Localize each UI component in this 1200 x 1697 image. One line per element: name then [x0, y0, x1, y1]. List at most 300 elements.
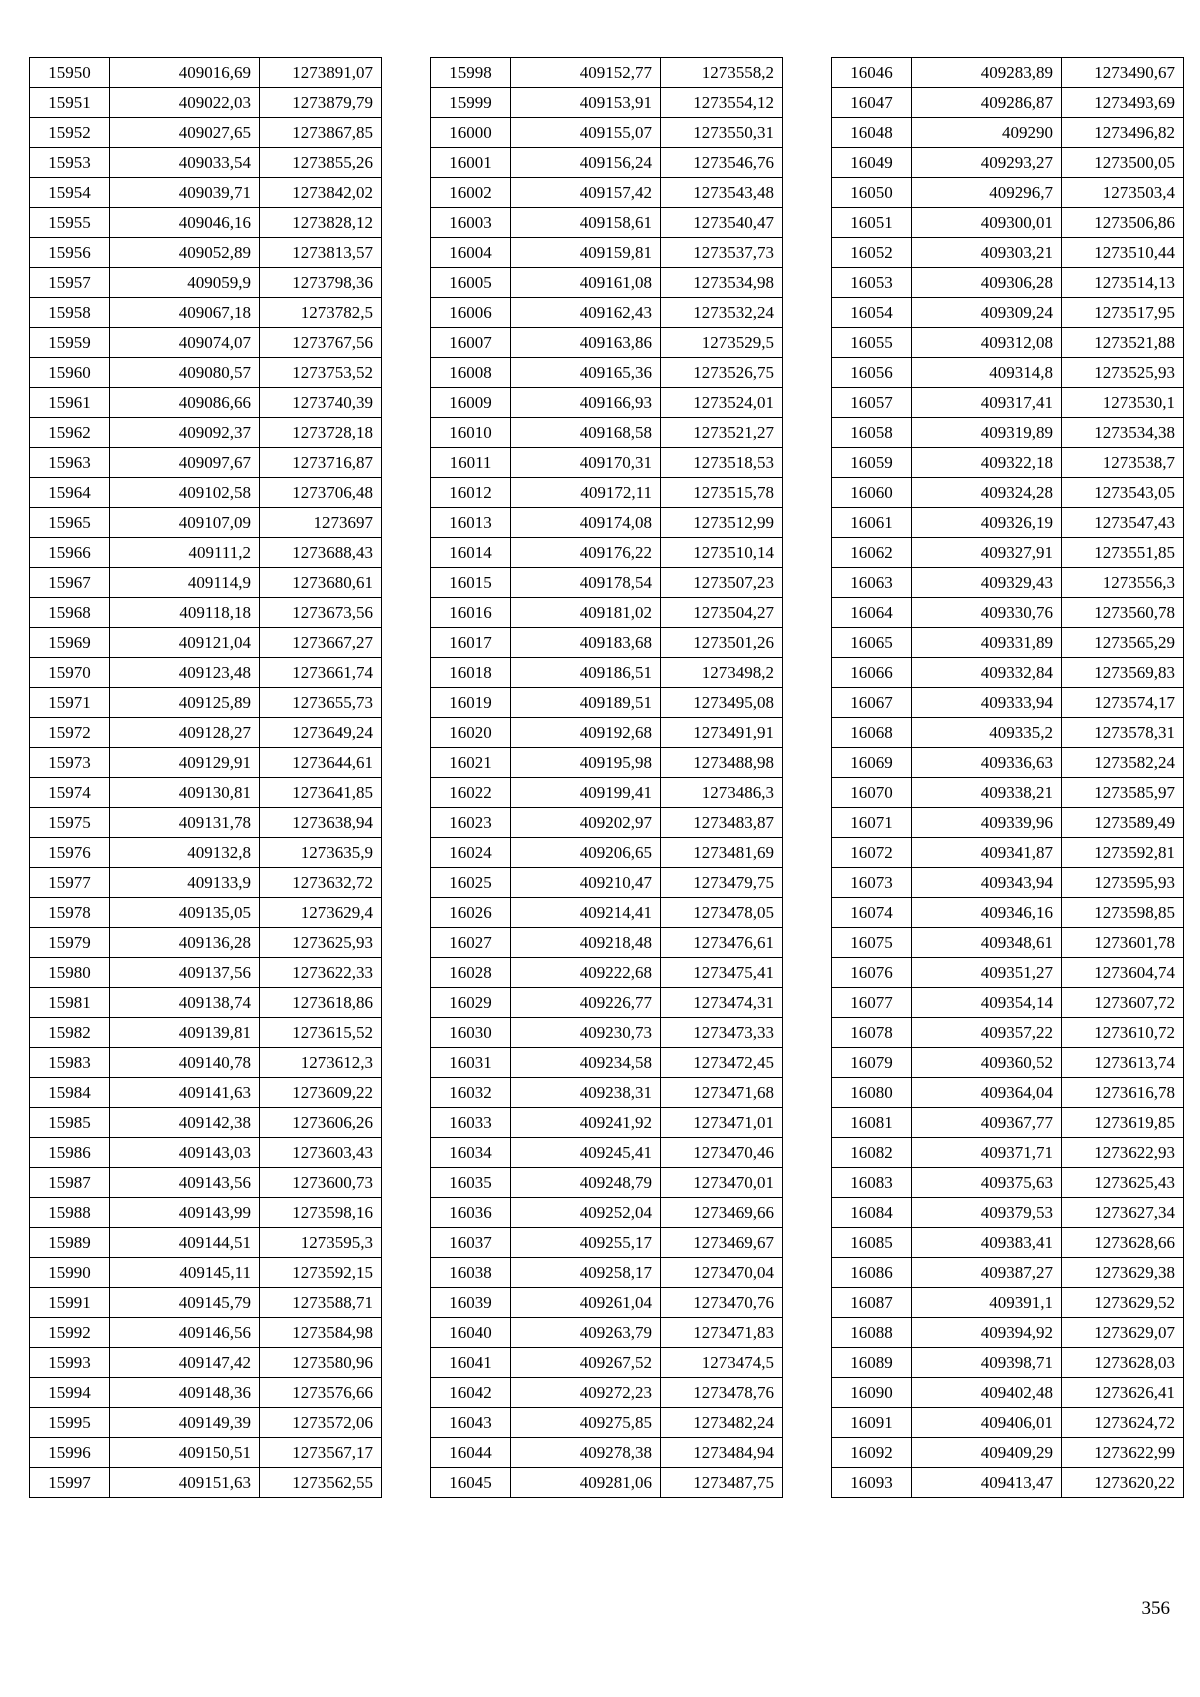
table-row [832, 1198, 1184, 1228]
table-row [832, 1168, 1184, 1198]
y-coordinate-cell: 1273470,46 [661, 1138, 783, 1168]
point-number-cell: 15995 [30, 1408, 110, 1438]
point-number-cell: 16054 [832, 298, 912, 328]
point-number-cell: 16025 [431, 868, 511, 898]
table-row [30, 1438, 382, 1468]
y-coordinate-cell: 1273495,08 [661, 688, 783, 718]
x-coordinate-cell: 409341,87 [912, 838, 1062, 868]
x-coordinate-cell: 409267,52 [511, 1348, 661, 1378]
table-row [832, 1228, 1184, 1258]
point-number-cell: 16062 [832, 538, 912, 568]
table-row [832, 328, 1184, 358]
x-coordinate-cell: 409329,43 [912, 568, 1062, 598]
y-coordinate-cell: 1273728,18 [260, 418, 382, 448]
point-number-cell: 16066 [832, 658, 912, 688]
point-number-cell: 15997 [30, 1468, 110, 1498]
x-coordinate-cell: 409118,18 [110, 598, 260, 628]
x-coordinate-cell: 409406,01 [912, 1408, 1062, 1438]
y-coordinate-cell: 1273481,69 [661, 838, 783, 868]
table-row [30, 928, 382, 958]
y-coordinate-cell: 1273471,68 [661, 1078, 783, 1108]
point-number-cell: 16091 [832, 1408, 912, 1438]
x-coordinate-cell: 409145,11 [110, 1258, 260, 1288]
point-number-cell: 16073 [832, 868, 912, 898]
table-row [832, 418, 1184, 448]
y-coordinate-cell: 1273546,76 [661, 148, 783, 178]
page-number: 356 [1141, 1598, 1170, 1619]
x-coordinate-cell: 409107,09 [110, 508, 260, 538]
x-coordinate-cell: 409319,89 [912, 418, 1062, 448]
point-number-cell: 15993 [30, 1348, 110, 1378]
x-coordinate-cell: 409151,63 [110, 1468, 260, 1498]
point-number-cell: 15985 [30, 1108, 110, 1138]
table-row [30, 1348, 382, 1378]
y-coordinate-cell: 1273526,75 [661, 358, 783, 388]
table-row [30, 1468, 382, 1498]
y-coordinate-cell: 1273510,14 [661, 538, 783, 568]
y-coordinate-cell: 1273629,07 [1062, 1318, 1184, 1348]
x-coordinate-cell: 409343,94 [912, 868, 1062, 898]
y-coordinate-cell: 1273580,96 [260, 1348, 382, 1378]
table-row [30, 1198, 382, 1228]
table-row [30, 478, 382, 508]
y-coordinate-cell: 1273482,24 [661, 1408, 783, 1438]
point-number-cell: 15974 [30, 778, 110, 808]
table-row [30, 268, 382, 298]
x-coordinate-cell: 409174,08 [511, 508, 661, 538]
table-row [30, 838, 382, 868]
point-number-cell: 15970 [30, 658, 110, 688]
point-number-cell: 16046 [832, 58, 912, 88]
table-row [832, 658, 1184, 688]
y-coordinate-cell: 1273483,87 [661, 808, 783, 838]
x-coordinate-cell: 409052,89 [110, 238, 260, 268]
y-coordinate-cell: 1273558,2 [661, 58, 783, 88]
point-number-cell: 15982 [30, 1018, 110, 1048]
point-number-cell: 16067 [832, 688, 912, 718]
x-coordinate-cell: 409391,1 [912, 1288, 1062, 1318]
y-coordinate-cell: 1273697 [260, 508, 382, 538]
y-coordinate-cell: 1273543,05 [1062, 478, 1184, 508]
point-number-cell: 15967 [30, 568, 110, 598]
y-coordinate-cell: 1273471,83 [661, 1318, 783, 1348]
point-number-cell: 15975 [30, 808, 110, 838]
x-coordinate-cell: 409327,91 [912, 538, 1062, 568]
x-coordinate-cell: 409226,77 [511, 988, 661, 1018]
y-coordinate-cell: 1273622,33 [260, 958, 382, 988]
y-coordinate-cell: 1273476,61 [661, 928, 783, 958]
table-row [832, 1438, 1184, 1468]
y-coordinate-cell: 1273473,33 [661, 1018, 783, 1048]
point-number-cell: 16092 [832, 1438, 912, 1468]
y-coordinate-cell: 1273554,12 [661, 88, 783, 118]
y-coordinate-cell: 1273813,57 [260, 238, 382, 268]
table-row [30, 658, 382, 688]
table-row [832, 868, 1184, 898]
table-row [431, 88, 783, 118]
table-row [832, 1258, 1184, 1288]
y-coordinate-cell: 1273525,93 [1062, 358, 1184, 388]
point-number-cell: 16029 [431, 988, 511, 1018]
x-coordinate-cell: 409199,41 [511, 778, 661, 808]
y-coordinate-cell: 1273601,78 [1062, 928, 1184, 958]
y-coordinate-cell: 1273569,83 [1062, 658, 1184, 688]
y-coordinate-cell: 1273487,75 [661, 1468, 783, 1498]
point-number-cell: 16030 [431, 1018, 511, 1048]
y-coordinate-cell: 1273627,34 [1062, 1198, 1184, 1228]
table-row [30, 748, 382, 778]
x-coordinate-cell: 409314,8 [912, 358, 1062, 388]
point-number-cell: 16082 [832, 1138, 912, 1168]
table-row [832, 1018, 1184, 1048]
table-row [832, 1348, 1184, 1378]
y-coordinate-cell: 1273478,05 [661, 898, 783, 928]
table-row [30, 1288, 382, 1318]
y-coordinate-cell: 1273470,76 [661, 1288, 783, 1318]
x-coordinate-cell: 409339,96 [912, 808, 1062, 838]
y-coordinate-cell: 1273524,01 [661, 388, 783, 418]
table-row [30, 718, 382, 748]
y-coordinate-cell: 1273782,5 [260, 298, 382, 328]
x-coordinate-cell: 409165,36 [511, 358, 661, 388]
x-coordinate-cell: 409150,51 [110, 1438, 260, 1468]
x-coordinate-cell: 409189,51 [511, 688, 661, 718]
x-coordinate-cell: 409130,81 [110, 778, 260, 808]
table-row [832, 1408, 1184, 1438]
x-coordinate-cell: 409241,92 [511, 1108, 661, 1138]
table-row [832, 58, 1184, 88]
point-number-cell: 16093 [832, 1468, 912, 1498]
y-coordinate-cell: 1273607,72 [1062, 988, 1184, 1018]
y-coordinate-cell: 1273598,16 [260, 1198, 382, 1228]
point-number-cell: 16088 [832, 1318, 912, 1348]
table-row [431, 538, 783, 568]
table-row [832, 508, 1184, 538]
table-row [832, 1318, 1184, 1348]
y-coordinate-cell: 1273498,2 [661, 658, 783, 688]
y-coordinate-cell: 1273620,22 [1062, 1468, 1184, 1498]
table-row [431, 118, 783, 148]
table-row [30, 358, 382, 388]
point-number-cell: 16017 [431, 628, 511, 658]
y-coordinate-cell: 1273592,81 [1062, 838, 1184, 868]
y-coordinate-cell: 1273628,03 [1062, 1348, 1184, 1378]
y-coordinate-cell: 1273515,78 [661, 478, 783, 508]
table-row [431, 508, 783, 538]
point-number-cell: 16052 [832, 238, 912, 268]
table-row [431, 1438, 783, 1468]
y-coordinate-cell: 1273550,31 [661, 118, 783, 148]
y-coordinate-cell: 1273510,44 [1062, 238, 1184, 268]
x-coordinate-cell: 409218,48 [511, 928, 661, 958]
x-coordinate-cell: 409146,56 [110, 1318, 260, 1348]
table-row [832, 1468, 1184, 1498]
table-row [30, 868, 382, 898]
x-coordinate-cell: 409351,27 [912, 958, 1062, 988]
table-row [431, 718, 783, 748]
x-coordinate-cell: 409281,06 [511, 1468, 661, 1498]
y-coordinate-cell: 1273576,66 [260, 1378, 382, 1408]
point-number-cell: 16083 [832, 1168, 912, 1198]
x-coordinate-cell: 409322,18 [912, 448, 1062, 478]
x-coordinate-cell: 409139,81 [110, 1018, 260, 1048]
y-coordinate-cell: 1273615,52 [260, 1018, 382, 1048]
point-number-cell: 16022 [431, 778, 511, 808]
point-number-cell: 15991 [30, 1288, 110, 1318]
point-number-cell: 16089 [832, 1348, 912, 1378]
x-coordinate-cell: 409261,04 [511, 1288, 661, 1318]
y-coordinate-cell: 1273655,73 [260, 688, 382, 718]
table-row [431, 208, 783, 238]
y-coordinate-cell: 1273855,26 [260, 148, 382, 178]
point-number-cell: 16075 [832, 928, 912, 958]
y-coordinate-cell: 1273501,26 [661, 628, 783, 658]
point-number-cell: 15951 [30, 88, 110, 118]
table-row [431, 1228, 783, 1258]
table-row [832, 628, 1184, 658]
x-coordinate-cell: 409195,98 [511, 748, 661, 778]
table-row [431, 328, 783, 358]
y-coordinate-cell: 1273585,97 [1062, 778, 1184, 808]
y-coordinate-cell: 1273582,24 [1062, 748, 1184, 778]
x-coordinate-cell: 409143,03 [110, 1138, 260, 1168]
x-coordinate-cell: 409138,74 [110, 988, 260, 1018]
table-row [431, 1018, 783, 1048]
y-coordinate-cell: 1273471,01 [661, 1108, 783, 1138]
x-coordinate-cell: 409123,48 [110, 658, 260, 688]
point-number-cell: 16048 [832, 118, 912, 148]
x-coordinate-cell: 409335,2 [912, 718, 1062, 748]
x-coordinate-cell: 409149,39 [110, 1408, 260, 1438]
y-coordinate-cell: 1273688,43 [260, 538, 382, 568]
y-coordinate-cell: 1273496,82 [1062, 118, 1184, 148]
point-number-cell: 15987 [30, 1168, 110, 1198]
point-number-cell: 16080 [832, 1078, 912, 1108]
x-coordinate-cell: 409258,17 [511, 1258, 661, 1288]
table-row [30, 178, 382, 208]
y-coordinate-cell: 1273842,02 [260, 178, 382, 208]
table-row [30, 58, 382, 88]
y-coordinate-cell: 1273706,48 [260, 478, 382, 508]
point-number-cell: 16057 [832, 388, 912, 418]
table-row [832, 898, 1184, 928]
x-coordinate-cell: 409186,51 [511, 658, 661, 688]
y-coordinate-cell: 1273622,99 [1062, 1438, 1184, 1468]
x-coordinate-cell: 409326,19 [912, 508, 1062, 538]
y-coordinate-cell: 1273556,3 [1062, 568, 1184, 598]
table-row [30, 688, 382, 718]
x-coordinate-cell: 409129,91 [110, 748, 260, 778]
x-coordinate-cell: 409306,28 [912, 268, 1062, 298]
point-number-cell: 16010 [431, 418, 511, 448]
x-coordinate-cell: 409245,41 [511, 1138, 661, 1168]
table-row [832, 448, 1184, 478]
x-coordinate-cell: 409046,16 [110, 208, 260, 238]
point-number-cell: 15977 [30, 868, 110, 898]
table-row [30, 508, 382, 538]
coordinate-table-1 [29, 57, 382, 1498]
point-number-cell: 16026 [431, 898, 511, 928]
y-coordinate-cell: 1273589,49 [1062, 808, 1184, 838]
y-coordinate-cell: 1273470,01 [661, 1168, 783, 1198]
table-row [30, 898, 382, 928]
x-coordinate-cell: 409033,54 [110, 148, 260, 178]
table-row [431, 238, 783, 268]
table-row [832, 478, 1184, 508]
point-number-cell: 16033 [431, 1108, 511, 1138]
point-number-cell: 16036 [431, 1198, 511, 1228]
x-coordinate-cell: 409317,41 [912, 388, 1062, 418]
table-row [30, 118, 382, 148]
x-coordinate-cell: 409275,85 [511, 1408, 661, 1438]
point-number-cell: 16041 [431, 1348, 511, 1378]
y-coordinate-cell: 1273629,4 [260, 898, 382, 928]
table-row [431, 628, 783, 658]
y-coordinate-cell: 1273828,12 [260, 208, 382, 238]
y-coordinate-cell: 1273500,05 [1062, 148, 1184, 178]
y-coordinate-cell: 1273578,31 [1062, 718, 1184, 748]
x-coordinate-cell: 409137,56 [110, 958, 260, 988]
y-coordinate-cell: 1273521,88 [1062, 328, 1184, 358]
point-number-cell: 15957 [30, 268, 110, 298]
x-coordinate-cell: 409163,86 [511, 328, 661, 358]
y-coordinate-cell: 1273493,69 [1062, 88, 1184, 118]
point-number-cell: 16038 [431, 1258, 511, 1288]
table-row [832, 358, 1184, 388]
table-row [431, 1288, 783, 1318]
point-number-cell: 16050 [832, 178, 912, 208]
table-row [30, 628, 382, 658]
table-row [832, 148, 1184, 178]
table-row [431, 1108, 783, 1138]
table-row [832, 808, 1184, 838]
y-coordinate-cell: 1273600,73 [260, 1168, 382, 1198]
table-row [832, 538, 1184, 568]
point-number-cell: 16072 [832, 838, 912, 868]
table-row [431, 988, 783, 1018]
point-number-cell: 16042 [431, 1378, 511, 1408]
point-number-cell: 16090 [832, 1378, 912, 1408]
y-coordinate-cell: 1273753,52 [260, 358, 382, 388]
y-coordinate-cell: 1273632,72 [260, 868, 382, 898]
table-row [431, 808, 783, 838]
x-coordinate-cell: 409142,38 [110, 1108, 260, 1138]
point-number-cell: 16011 [431, 448, 511, 478]
point-number-cell: 15983 [30, 1048, 110, 1078]
x-coordinate-cell: 409152,77 [511, 58, 661, 88]
point-number-cell: 16008 [431, 358, 511, 388]
point-number-cell: 16071 [832, 808, 912, 838]
point-number-cell: 15984 [30, 1078, 110, 1108]
y-coordinate-cell: 1273635,9 [260, 838, 382, 868]
table-row [832, 838, 1184, 868]
table-row [30, 988, 382, 1018]
x-coordinate-cell: 409338,21 [912, 778, 1062, 808]
y-coordinate-cell: 1273612,3 [260, 1048, 382, 1078]
y-coordinate-cell: 1273716,87 [260, 448, 382, 478]
table-row [30, 388, 382, 418]
y-coordinate-cell: 1273490,67 [1062, 58, 1184, 88]
y-coordinate-cell: 1273613,74 [1062, 1048, 1184, 1078]
point-number-cell: 16020 [431, 718, 511, 748]
y-coordinate-cell: 1273469,67 [661, 1228, 783, 1258]
point-number-cell: 15979 [30, 928, 110, 958]
table-row [431, 1378, 783, 1408]
table-row [832, 1288, 1184, 1318]
y-coordinate-cell: 1273512,99 [661, 508, 783, 538]
point-number-cell: 16035 [431, 1168, 511, 1198]
y-coordinate-cell: 1273879,79 [260, 88, 382, 118]
table-row [30, 1078, 382, 1108]
x-coordinate-cell: 409135,05 [110, 898, 260, 928]
y-coordinate-cell: 1273641,85 [260, 778, 382, 808]
table-row [431, 898, 783, 928]
y-coordinate-cell: 1273574,17 [1062, 688, 1184, 718]
point-number-cell: 16005 [431, 268, 511, 298]
point-number-cell: 15989 [30, 1228, 110, 1258]
table-row [832, 568, 1184, 598]
x-coordinate-cell: 409162,43 [511, 298, 661, 328]
x-coordinate-cell: 409144,51 [110, 1228, 260, 1258]
y-coordinate-cell: 1273551,85 [1062, 538, 1184, 568]
x-coordinate-cell: 409131,78 [110, 808, 260, 838]
table-row [431, 388, 783, 418]
table-row [431, 568, 783, 598]
x-coordinate-cell: 409330,76 [912, 598, 1062, 628]
x-coordinate-cell: 409206,65 [511, 838, 661, 868]
y-coordinate-cell: 1273547,43 [1062, 508, 1184, 538]
table-row [431, 1198, 783, 1228]
y-coordinate-cell: 1273565,29 [1062, 628, 1184, 658]
table-row [30, 148, 382, 178]
x-coordinate-cell: 409176,22 [511, 538, 661, 568]
point-number-cell: 16086 [832, 1258, 912, 1288]
table-row [30, 88, 382, 118]
point-number-cell: 16053 [832, 268, 912, 298]
table-row [30, 598, 382, 628]
table-row [30, 778, 382, 808]
point-number-cell: 16085 [832, 1228, 912, 1258]
table-row [30, 238, 382, 268]
y-coordinate-cell: 1273673,56 [260, 598, 382, 628]
x-coordinate-cell: 409290 [912, 118, 1062, 148]
point-number-cell: 16077 [832, 988, 912, 1018]
y-coordinate-cell: 1273610,72 [1062, 1018, 1184, 1048]
y-coordinate-cell: 1273618,86 [260, 988, 382, 1018]
table-row [832, 928, 1184, 958]
table-row [30, 298, 382, 328]
x-coordinate-cell: 409156,24 [511, 148, 661, 178]
x-coordinate-cell: 409022,03 [110, 88, 260, 118]
x-coordinate-cell: 409413,47 [912, 1468, 1062, 1498]
y-coordinate-cell: 1273469,66 [661, 1198, 783, 1228]
x-coordinate-cell: 409080,57 [110, 358, 260, 388]
point-number-cell: 15980 [30, 958, 110, 988]
table-row [30, 208, 382, 238]
table-row [30, 1228, 382, 1258]
point-number-cell: 16034 [431, 1138, 511, 1168]
x-coordinate-cell: 409074,07 [110, 328, 260, 358]
y-coordinate-cell: 1273538,7 [1062, 448, 1184, 478]
y-coordinate-cell: 1273891,07 [260, 58, 382, 88]
point-number-cell: 16074 [832, 898, 912, 928]
x-coordinate-cell: 409157,42 [511, 178, 661, 208]
table-row [832, 388, 1184, 418]
x-coordinate-cell: 409183,68 [511, 628, 661, 658]
x-coordinate-cell: 409248,79 [511, 1168, 661, 1198]
point-number-cell: 15994 [30, 1378, 110, 1408]
x-coordinate-cell: 409140,78 [110, 1048, 260, 1078]
